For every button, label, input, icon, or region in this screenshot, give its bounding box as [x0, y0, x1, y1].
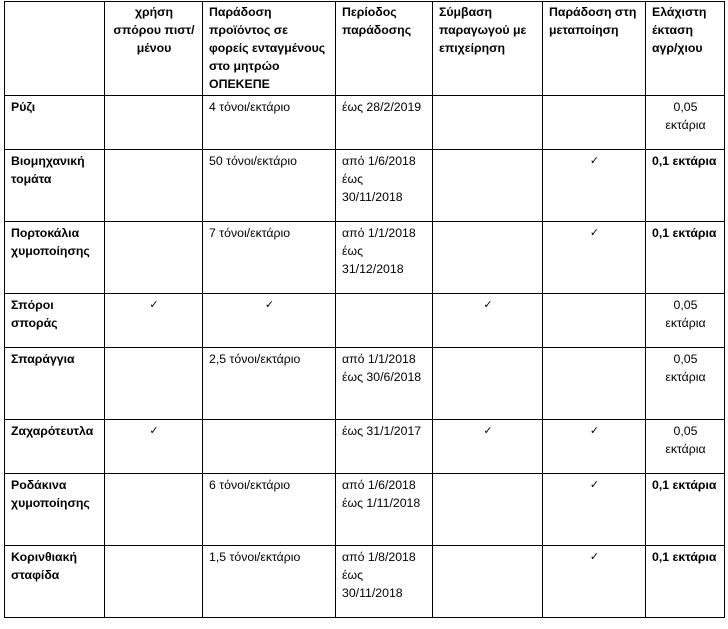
check-mark-icon: ✓	[589, 478, 600, 491]
product-name-cell: Σπαράγγια	[5, 348, 105, 420]
check-mark-icon: ✓	[589, 550, 600, 563]
check-mark-icon: ✓	[483, 298, 493, 311]
period-cell: από 1/1/2018 έως 31/12/2018	[336, 222, 433, 294]
certified-seed-cell	[105, 474, 203, 546]
delivery-cell: 1,5 τόνοι/εκτάριο	[203, 546, 336, 618]
product-name-cell: Ζαχαρότευτλα	[5, 420, 105, 474]
product-name-cell: Κορινθιακή σταφίδα	[5, 546, 105, 618]
min-area-cell: 0,1 εκτάρια	[646, 150, 725, 222]
certified-seed-cell	[105, 294, 203, 348]
check-mark-icon: ✓	[264, 298, 275, 311]
certified-seed-cell	[105, 150, 203, 222]
check-mark-icon: ✓	[149, 298, 159, 311]
period-cell: έως 31/1/2017	[336, 420, 433, 474]
min-area-cell: 0,05 εκτάρια	[646, 420, 725, 474]
processing-cell	[543, 546, 646, 618]
min-area-cell: 0,1 εκτάρια	[646, 474, 725, 546]
delivery-cell	[203, 420, 336, 474]
table-row	[5, 348, 725, 420]
product-name-cell: Σπόροι σποράς	[5, 294, 105, 348]
check-mark-icon: ✓	[589, 226, 600, 239]
contract-cell	[433, 96, 543, 150]
delivery-cell: 6 τόνοι/εκτάριο	[203, 474, 336, 546]
contract-cell	[433, 222, 543, 294]
min-area-cell: 0,1 εκτάρια	[646, 222, 725, 294]
header-row	[5, 2, 725, 96]
period-cell: από 1/1/2018 έως 30/6/2018	[336, 348, 433, 420]
processing-cell	[543, 222, 646, 294]
delivery-cell: 4 τόνοι/εκτάριο	[203, 96, 336, 150]
min-area-cell: 0,05 εκτάρια	[646, 96, 725, 150]
check-mark-icon: ✓	[589, 154, 600, 167]
table-row	[5, 474, 725, 546]
period-cell: από 1/8/2018 έως 30/11/2018	[336, 546, 433, 618]
certified-seed-cell	[105, 420, 203, 474]
contract-cell	[433, 348, 543, 420]
delivery-cell: 2,5 τόνοι/εκτάριο	[203, 348, 336, 420]
product-requirements-table	[4, 1, 725, 618]
processing-cell	[543, 294, 646, 348]
period-cell: έως 28/2/2019	[336, 96, 433, 150]
check-mark-icon: ✓	[589, 424, 600, 437]
processing-cell	[543, 96, 646, 150]
table-row	[5, 150, 725, 222]
check-mark-icon: ✓	[149, 424, 159, 437]
header-cell-delivery: Παράδοση προϊόντος σε φορείς ενταγμένους στο μητρώο ΟΠΕΚΕΠΕ	[203, 2, 336, 96]
delivery-cell: 50 τόνοι/εκτάριο	[203, 150, 336, 222]
certified-seed-cell	[105, 96, 203, 150]
contract-cell	[433, 294, 543, 348]
min-area-cell: 0,1 εκτάρια	[646, 546, 725, 618]
period-cell	[336, 294, 433, 348]
table-row	[5, 420, 725, 474]
product-name-cell: Ρύζι	[5, 96, 105, 150]
header-cell-period: Περίοδος παράδοσης	[336, 2, 433, 96]
header-cell-certified-seed: χρήση σπόρου πιστ/μένου	[105, 2, 203, 96]
header-cell-corner	[5, 2, 105, 96]
product-name-cell: Βιομηχανική τομάτα	[5, 150, 105, 222]
contract-cell	[433, 150, 543, 222]
processing-cell	[543, 348, 646, 420]
contract-cell	[433, 420, 543, 474]
table-body	[5, 2, 725, 618]
min-area-cell: 0,05 εκτάρια	[646, 348, 725, 420]
table-row	[5, 222, 725, 294]
period-cell: από 1/6/2018 έως 1/11/2018	[336, 474, 433, 546]
product-name-cell: Ροδάκινα χυμοποίησης	[5, 474, 105, 546]
table-row	[5, 294, 725, 348]
table-row	[5, 546, 725, 618]
delivery-cell: 7 τόνοι/εκτάριο	[203, 222, 336, 294]
contract-cell	[433, 474, 543, 546]
min-area-cell: 0,05 εκτάρια	[646, 294, 725, 348]
certified-seed-cell	[105, 222, 203, 294]
header-cell-processing: Παράδοση στη μεταποίηση	[543, 2, 646, 96]
check-mark-icon: ✓	[483, 424, 493, 437]
processing-cell	[543, 420, 646, 474]
header-cell-contract: Σύμβαση παραγωγού με επιχείρηση	[433, 2, 543, 96]
processing-cell	[543, 474, 646, 546]
delivery-cell	[203, 294, 336, 348]
certified-seed-cell	[105, 546, 203, 618]
certified-seed-cell	[105, 348, 203, 420]
table-row	[5, 96, 725, 150]
processing-cell	[543, 150, 646, 222]
period-cell: από 1/6/2018 έως 30/11/2018	[336, 150, 433, 222]
header-cell-min-area: Ελάχιστη έκταση αγρ/χιου	[646, 2, 725, 96]
product-name-cell: Πορτοκάλια χυμοποίησης	[5, 222, 105, 294]
contract-cell	[433, 546, 543, 618]
